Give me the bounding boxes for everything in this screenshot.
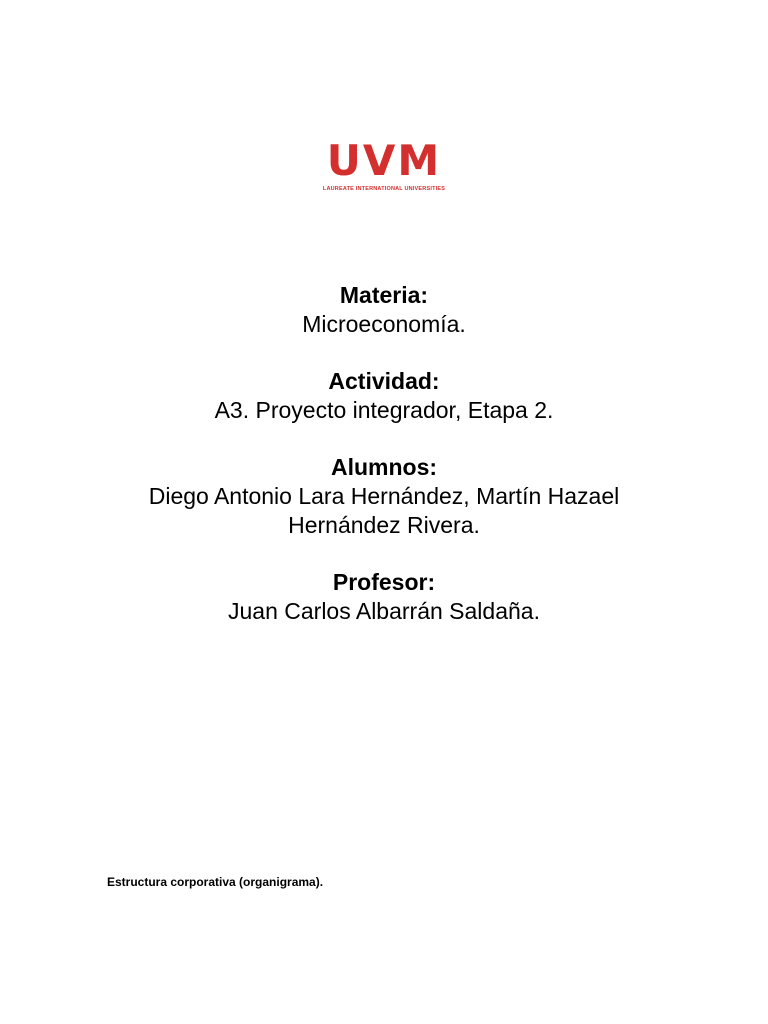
section-alumnos <box>0 453 768 540</box>
section-label: Alumnos: <box>330 454 438 480</box>
section-materia <box>0 281 768 339</box>
section-profesor <box>0 568 768 626</box>
section-value: Microeconomía. <box>302 311 466 337</box>
section-label: Materia: <box>339 282 429 308</box>
section-value: Diego Antonio Lara Hernández, Martín Hazael Hernández Rivera. <box>148 483 620 538</box>
logo-tagline: LAUREATE INTERNATIONAL UNIVERSITIES <box>322 186 446 192</box>
footer-note: Estructura corporativa (organigrama). <box>107 875 324 889</box>
section-actividad <box>0 367 768 425</box>
section-value: Juan Carlos Albarrán Saldaña. <box>228 598 540 624</box>
logo-wordmark: UVM <box>326 136 442 185</box>
uvm-logo <box>0 136 768 192</box>
cover-content <box>0 281 768 654</box>
section-value: A3. Proyecto integrador, Etapa 2. <box>214 397 554 423</box>
section-label: Profesor: <box>332 569 436 595</box>
section-label: Actividad: <box>328 368 440 394</box>
